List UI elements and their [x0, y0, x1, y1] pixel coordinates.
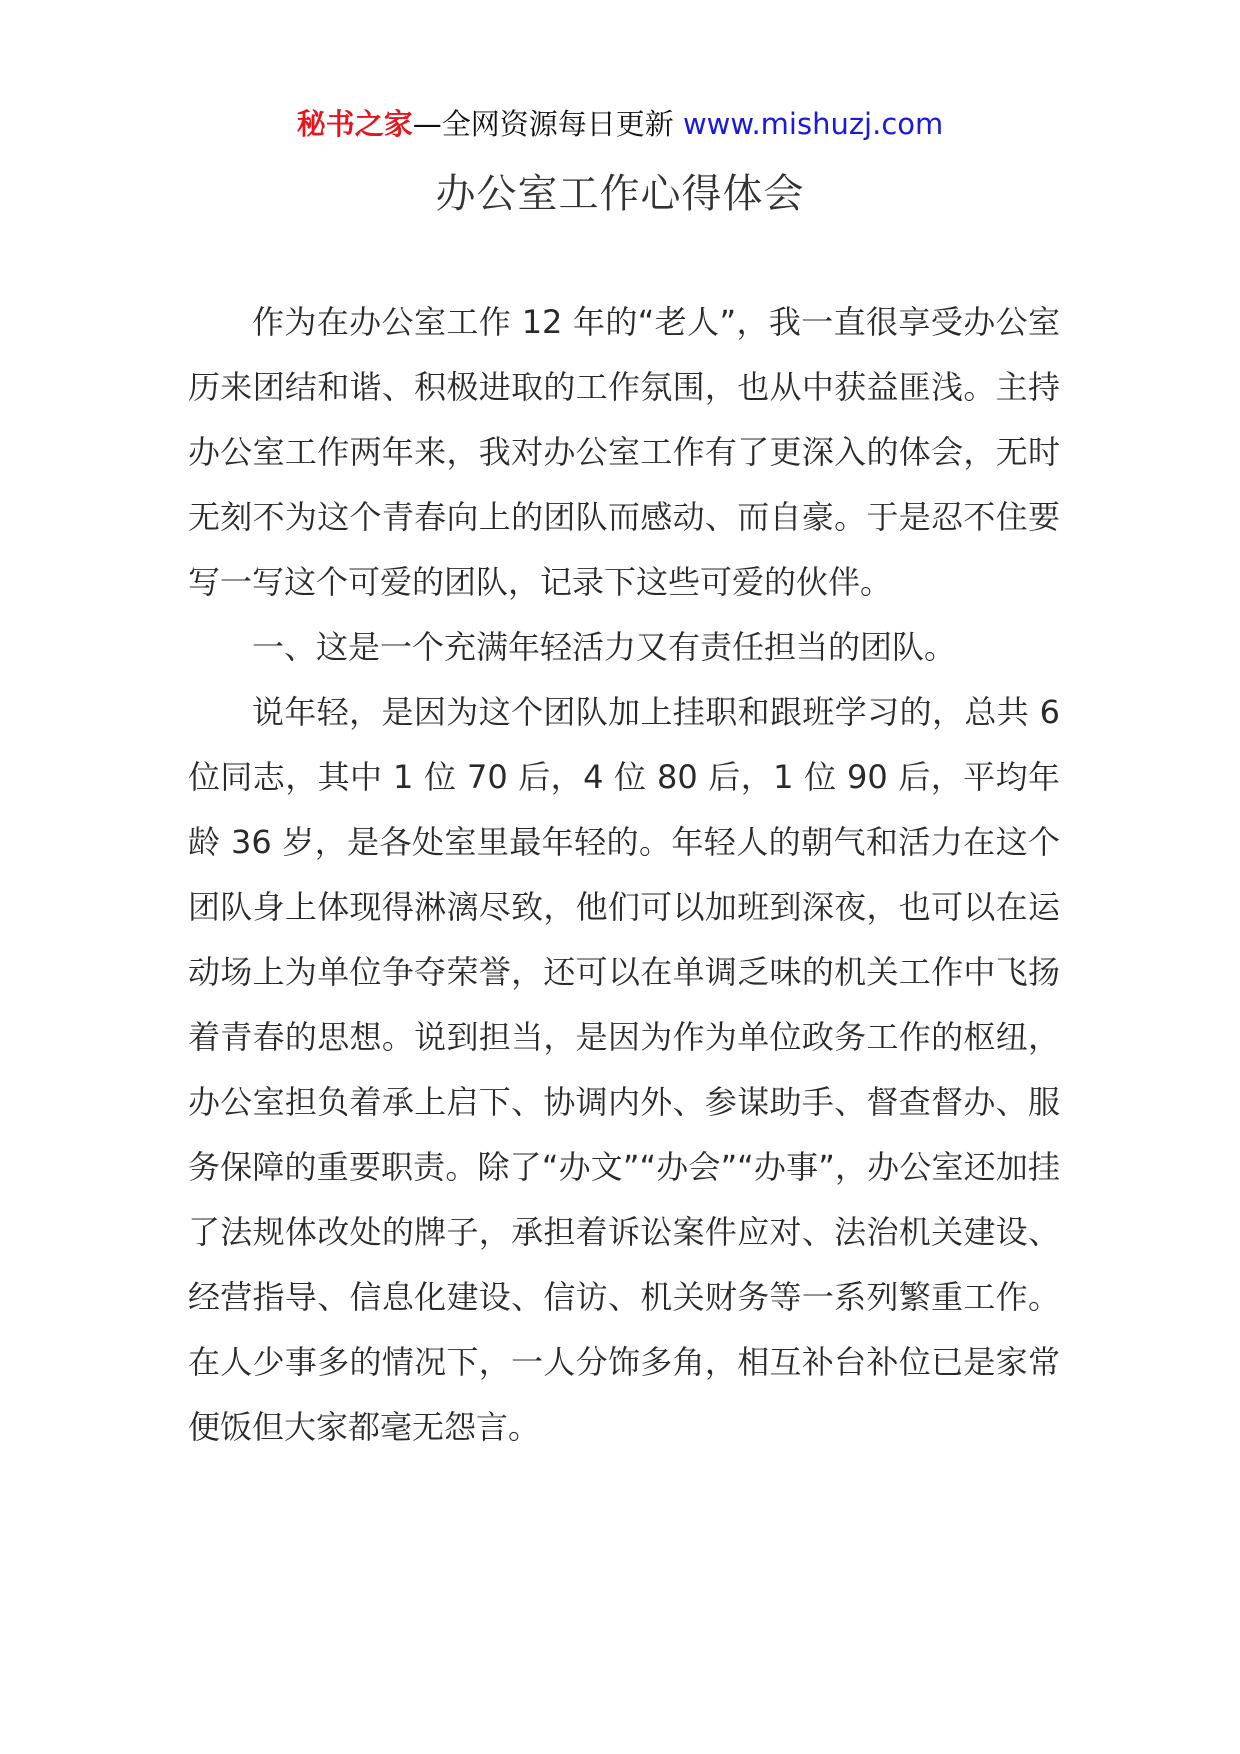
document-body: [188, 290, 1060, 1460]
site-header: [0, 104, 1240, 144]
paragraph-intro: 作为在办公室工作 12 年的“老人”，我一直很享受办公室历来团结和谐、积极进取的工作氛围，也从中获益匪浅。主持办公室工作两年来，我对办公室工作有了更深入的体会，无时无刻不为这个青春向上的团队而感动、而自豪。于是忍不住要写一写这个可爱的团队，记录下这些可爱的伙伴。: [188, 303, 1060, 601]
site-tagline: —全网资源每日更新: [412, 107, 683, 141]
paragraph-team-description: 说年轻，是因为这个团队加上挂职和跟班学习的，总共 6 位同志，其中 1 位 70 后，4 位 80 后，1 位 90 后，平均年龄 36 岁，是各处室里最年轻的。年轻人的朝气和活力在这个团队身上体现得淋漓尽致，他们可以加班到深夜，也可以在运动场上为单位争夺荣誉，还可以在单调乏味的机关工作中飞扬着青春的思想。说到担当，是因为作为单位政务工作的枢纽，办公室担负着承上启下、协调内外、参谋助手、督查督办、服务保障的重要职责。除了“办文”“办会”“办事”，办公室还加挂了法规体改处的牌子，承担着诉讼案件应对、法治机关建设、经营指导、信息化建设、信访、机关财务等一系列繁重工作。在人少事多的情况下，一人分饰多角，相互补台补位已是家常便饭但大家都毫无怨言。: [188, 693, 1060, 1446]
site-url-link[interactable]: www.mishuzj.com: [682, 107, 944, 141]
section-heading-1: 一、这是一个充满年轻活力又有责任担当的团队。: [252, 628, 957, 666]
document-title: 办公室工作心得体会: [435, 171, 805, 217]
brand-name: 秘书之家: [296, 107, 413, 141]
